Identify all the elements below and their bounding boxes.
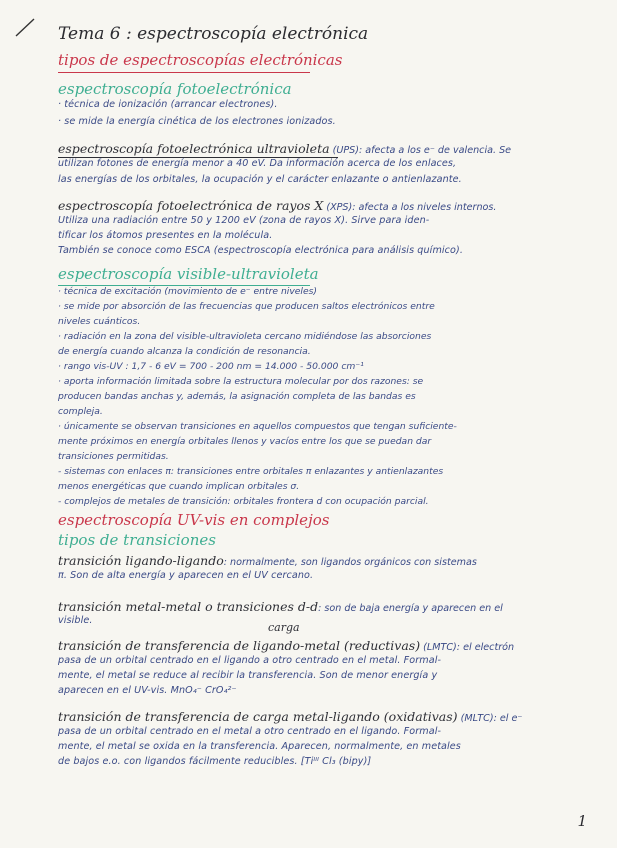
uvvis-line: · rango vis-UV : 1,7 - 6 eV = 700 - 200 nm = 14.000 - 50.000 cm⁻¹ (58, 361, 364, 372)
xps-line-3: tificar los átomos presentes en la molécula. (58, 230, 273, 241)
uvvis-line: · únicamente se observan transiciones en aquellos compuestos que tengan suficiente- (58, 421, 457, 432)
mltc-line-2: pasa de un orbital centrado en el metal a otro centrado en el ligando. Formal- (58, 726, 442, 737)
lmtc-line-1 (58, 638, 586, 653)
uvvis-line: · aporta información limitada sobre la estructura molecular por dos razones: se (58, 376, 424, 387)
uvvis-line: mente próximos en energía orbitales llenos y vacíos entre los que se puedan dar (58, 436, 432, 447)
xps-line-1 (58, 198, 586, 213)
uvvis-line: menos energéticas que cuando implican orbitales σ. (58, 481, 300, 492)
lmtc-line-3: mente, el metal se reduce al recibir la transferencia. Son de menor energía y (58, 670, 438, 681)
ups-line-3: las energías de los orbitales, la ocupación y el carácter enlazante o antienlazante. (58, 174, 462, 185)
uvvis-line: · técnica de excitación (movimiento de e⁻ entre niveles) (58, 286, 317, 297)
uvvis-line: compleja. (58, 406, 103, 417)
ups-heading: espectroscopía fotoelectrónica ultravioleta (58, 141, 330, 156)
uvvis-line: de energía cuando alcanza la condición de resonancia. (58, 346, 311, 357)
uvvis-line: · radiación en la zona del visible-ultravioleta cercano midiéndose las absorciones (58, 331, 432, 342)
inserted-word-carga: carga (268, 621, 300, 634)
mltc-heading: transición de transferencia de carga metal-ligando (oxidativas) (58, 709, 458, 724)
lig-line-1 (58, 553, 586, 568)
heading-tipos-transiciones: tipos de transiciones (58, 531, 216, 549)
ups-line-1 (58, 141, 586, 156)
uvvis-line: - complejos de metales de transición: orbitales frontera d con ocupación parcial. (58, 496, 429, 507)
uvvis-line: niveles cuánticos. (58, 316, 141, 327)
page-number: 1 (577, 812, 587, 830)
xps-text-1: (XPS): afecta a los niveles internos. (323, 202, 497, 213)
xps-heading: espectroscopía fotoelectrónica de rayos X (58, 198, 324, 213)
mltc-line-4: de bajos e.o. con ligandos fácilmente reducibles. [Tiᴵᴵᴵ Cl₃ (bipy)] (58, 756, 372, 767)
heading-uvvis-complejos: espectroscopía UV-vis en complejos (58, 511, 330, 529)
pen-stroke-mark (14, 16, 38, 40)
heading-fotoelectronica: espectroscopía fotoelectrónica (58, 80, 292, 98)
uvvis-line: · se mide por absorción de las frecuencias que producen saltos electrónicos entre (58, 301, 435, 312)
dd-text-1: : son de baja energía y aparecen en el (318, 603, 503, 614)
mltc-line-3: mente, el metal se oxida en la transferencia. Aparecen, normalmente, en metales (58, 741, 461, 752)
lmtc-text-1: (LMTC): el electrón (420, 642, 515, 653)
dd-heading: transición metal-metal o transiciones d-d (58, 599, 319, 614)
dd-line-2: visible. (58, 615, 93, 626)
lig-line-2: π. Son de alta energía y aparecen en el UV cercano. (58, 570, 314, 581)
ups-line-2: utilizan fotones de energía menor a 40 eV. Da información acerca de los enlaces, (58, 158, 457, 169)
mltc-text-1: (MLTC): el e⁻ (457, 713, 523, 724)
foto-bullet-2: · se mide la energía cinética de los electrones ionizados. (58, 116, 336, 127)
lmtc-heading: transición de transferencia de ligando-metal (reductivas) (58, 638, 421, 653)
foto-bullet-1: · técnica de ionización (arrancar electrones). (58, 99, 278, 110)
lmtc-line-4: aparecen en el UV-vis. MnO₄⁻ CrO₄²⁻ (58, 685, 237, 696)
heading-visible-ultravioleta: espectroscopía visible-ultravioleta (58, 265, 319, 283)
section-heading-types: tipos de espectroscopías electrónicas (58, 51, 343, 69)
heading-underline (58, 72, 310, 73)
xps-line-2: Utiliza una radiación entre 50 y 1200 eV (zona de rayos X). Sirve para iden- (58, 215, 430, 226)
uvvis-line: transiciones permitidas. (58, 451, 169, 462)
xps-line-4: También se conoce como ESCA (espectroscopía electrónica para análisis químico). (58, 245, 463, 256)
dd-line-1 (58, 599, 586, 614)
ups-text-1: (UPS): afecta a los e⁻ de valencia. Se (329, 145, 512, 156)
lmtc-line-2: pasa de un orbital centrado en el ligando a otro centrado en el metal. Formal- (58, 655, 442, 666)
page-title: Tema 6 : espectroscopía electrónica (58, 24, 369, 44)
mltc-line-1 (58, 709, 586, 724)
lig-heading: transición ligando-ligando (58, 553, 224, 568)
uvvis-line: producen bandas anchas y, además, la asignación completa de las bandas es (58, 391, 416, 402)
uvvis-line: - sistemas con enlaces π: transiciones entre orbitales π enlazantes y antienlazantes (58, 466, 444, 477)
lig-text-1: : normalmente, son ligandos orgánicos con sistemas (223, 557, 477, 568)
